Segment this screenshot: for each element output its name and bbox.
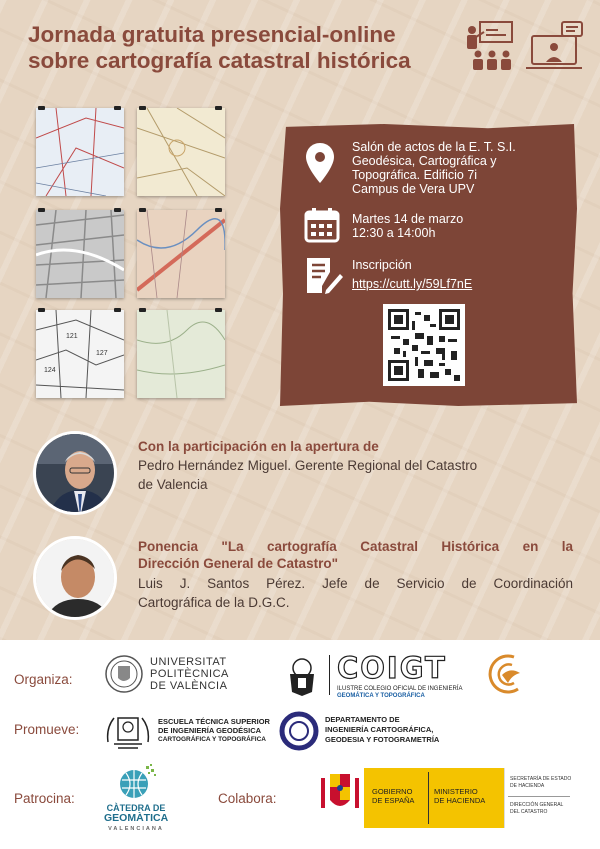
speaker-2-text <box>138 574 573 612</box>
clip-icon <box>139 106 146 110</box>
speaker-photo-1 <box>33 431 117 515</box>
speaker-2-heading-line-2: Dirección General de Catastro" <box>138 556 338 571</box>
coigt-line-2: GEOMÁTICA Y TOPOGRÁFICA <box>337 693 425 699</box>
registration-link[interactable]: https://cutt.ly/59Lf7nE <box>352 277 473 291</box>
gobierno-line-1: GOBIERNO <box>372 787 413 796</box>
coigt-wordmark: COIGT <box>337 651 447 685</box>
speaker-1-heading: Con la participación en la apertura de <box>138 439 379 454</box>
upv-line-2: POLITÈCNICA <box>150 668 229 680</box>
venue-line-3: Topográfica. Edificio 7i <box>352 168 478 182</box>
etsi-line-1: ESCUELA TÉCNICA SUPERIOR <box>158 717 270 726</box>
map-thumbnail-4 <box>137 210 225 298</box>
dept-line-2: INGENIERÍA CARTOGRÁFICA, <box>325 725 434 734</box>
online-meeting-icon <box>526 22 582 68</box>
speaker-2-heading-line-1: Ponencia "La cartografía Catastral Histórica en la <box>138 539 573 554</box>
header-icons <box>462 20 587 72</box>
organiza-label: Organiza: <box>14 672 73 687</box>
etsi-crest-icon <box>104 712 152 750</box>
qr-code[interactable] <box>383 304 465 386</box>
dept-line-1: DEPARTAMENTO DE <box>325 715 400 724</box>
clip-icon <box>114 308 121 312</box>
calendar-icon <box>304 207 340 243</box>
gobierno-line-2: DE ESPAÑA <box>372 796 415 805</box>
speaker-photo-2 <box>33 536 117 620</box>
svg-text:127: 127 <box>96 350 108 357</box>
speaker-2-text-line-2: Cartográfica de la D.G.C. <box>138 595 290 610</box>
upv-line-3: DE VALÈNCIA <box>150 680 228 692</box>
catedra-globe-icon <box>116 764 158 802</box>
secretaria-line-2: DE HACIENDA <box>510 782 545 789</box>
upv-line-1: UNIVERSITAT <box>150 656 227 668</box>
etsi-line-3: CARTOGRÁFICA Y TOPOGRÁFICA <box>158 736 266 743</box>
page-title <box>28 22 458 74</box>
catedra-line-1: CÀTEDRA DE <box>106 803 166 813</box>
clip-icon <box>114 208 121 212</box>
coigt-line-1: ILUSTRE COLEGIO OFICIAL DE INGENIERÍA <box>337 686 463 692</box>
spain-coat-of-arms-icon <box>320 770 360 816</box>
date-text <box>352 212 463 240</box>
title-line-2: sobre cartografía catastral histórica <box>28 48 411 73</box>
coigt-divider <box>329 655 330 695</box>
catastro-line-2: DEL CATASTRO <box>510 808 548 815</box>
catedra-line-2: GEOMÀTICA <box>104 812 169 824</box>
venue-text <box>352 140 516 196</box>
clip-icon <box>139 208 146 212</box>
registration-form-icon <box>304 256 344 296</box>
ministerio-line-1: MINISTERIO <box>434 787 478 796</box>
speaker-2-heading <box>138 538 573 572</box>
clip-icon <box>139 308 146 312</box>
gobierno-divider <box>428 772 429 824</box>
secretaria-line-1: SECRETARÍA DE ESTADO <box>510 776 572 782</box>
clip-icon <box>215 106 222 110</box>
clip-icon <box>38 208 45 212</box>
registration-label: Inscripción <box>352 258 412 272</box>
clip-icon <box>114 106 121 110</box>
clip-icon <box>38 308 45 312</box>
svg-text:121: 121 <box>66 333 78 340</box>
patrocina-label: Patrocina: <box>14 791 75 806</box>
catastro-line-1: DIRECCIÓN GENERAL <box>510 802 564 808</box>
map-thumbnail-1 <box>36 108 124 196</box>
title-line-1: Jornada gratuita presencial-online <box>28 22 396 47</box>
clip-icon <box>38 106 45 110</box>
promueve-label: Promueve: <box>14 722 80 737</box>
map-thumbnail-5 <box>36 310 124 398</box>
ministerio-line-2: DE HACIENDA <box>434 796 486 805</box>
upv-logo-text <box>150 656 229 692</box>
catedra-text <box>104 803 168 834</box>
catastro-text <box>510 802 563 815</box>
secretaria-text <box>510 776 571 789</box>
dept-line-3: GEODESIA Y FOTOGRAMETRÍA <box>325 735 440 744</box>
etsi-text <box>158 717 270 744</box>
orange-swirl-logo-icon <box>484 653 526 697</box>
department-ring-icon <box>279 711 319 751</box>
etsi-line-2: DE INGENIERÍA GEODÉSICA <box>158 726 262 735</box>
colabora-label: Colabora: <box>218 791 277 806</box>
secretaria-divider <box>508 796 570 797</box>
coigt-text <box>337 686 462 700</box>
location-pin-icon <box>306 143 334 183</box>
date-day: Martes 14 de marzo <box>352 212 464 226</box>
map-thumbnail-6 <box>137 310 225 398</box>
map-thumbnail-2 <box>137 108 225 196</box>
coigt-shield-icon <box>282 654 322 696</box>
venue-line-2: Geodésica, Cartográfica y <box>352 154 497 168</box>
ministerio-text <box>434 787 485 805</box>
date-time: 12:30 a 14:00h <box>352 226 436 240</box>
clip-icon <box>215 308 222 312</box>
upv-seal-icon <box>104 654 144 694</box>
map-thumbnail-3 <box>36 210 124 298</box>
registration-text <box>352 258 472 291</box>
presentation-audience-icon <box>467 22 512 70</box>
svg-text:124: 124 <box>44 367 56 374</box>
speaker-1-text-line-2: de Valencia <box>138 477 208 492</box>
venue-line-4: Campus de Vera UPV <box>352 182 475 196</box>
speaker-1-text-line-1: Pedro Hernández Miguel. Gerente Regional del Catastro <box>138 458 478 473</box>
clip-icon <box>215 208 222 212</box>
department-text <box>325 715 439 745</box>
gobierno-text <box>372 787 414 805</box>
venue-line-1: Salón de actos de la E. T. S.I. <box>352 140 516 154</box>
speaker-2-text-line-1: Luis J. Santos Pérez. Jefe de Servicio de Coordinación <box>138 576 573 591</box>
speaker-1-text <box>138 456 477 494</box>
catedra-line-3: VALENCIANA <box>108 826 164 832</box>
